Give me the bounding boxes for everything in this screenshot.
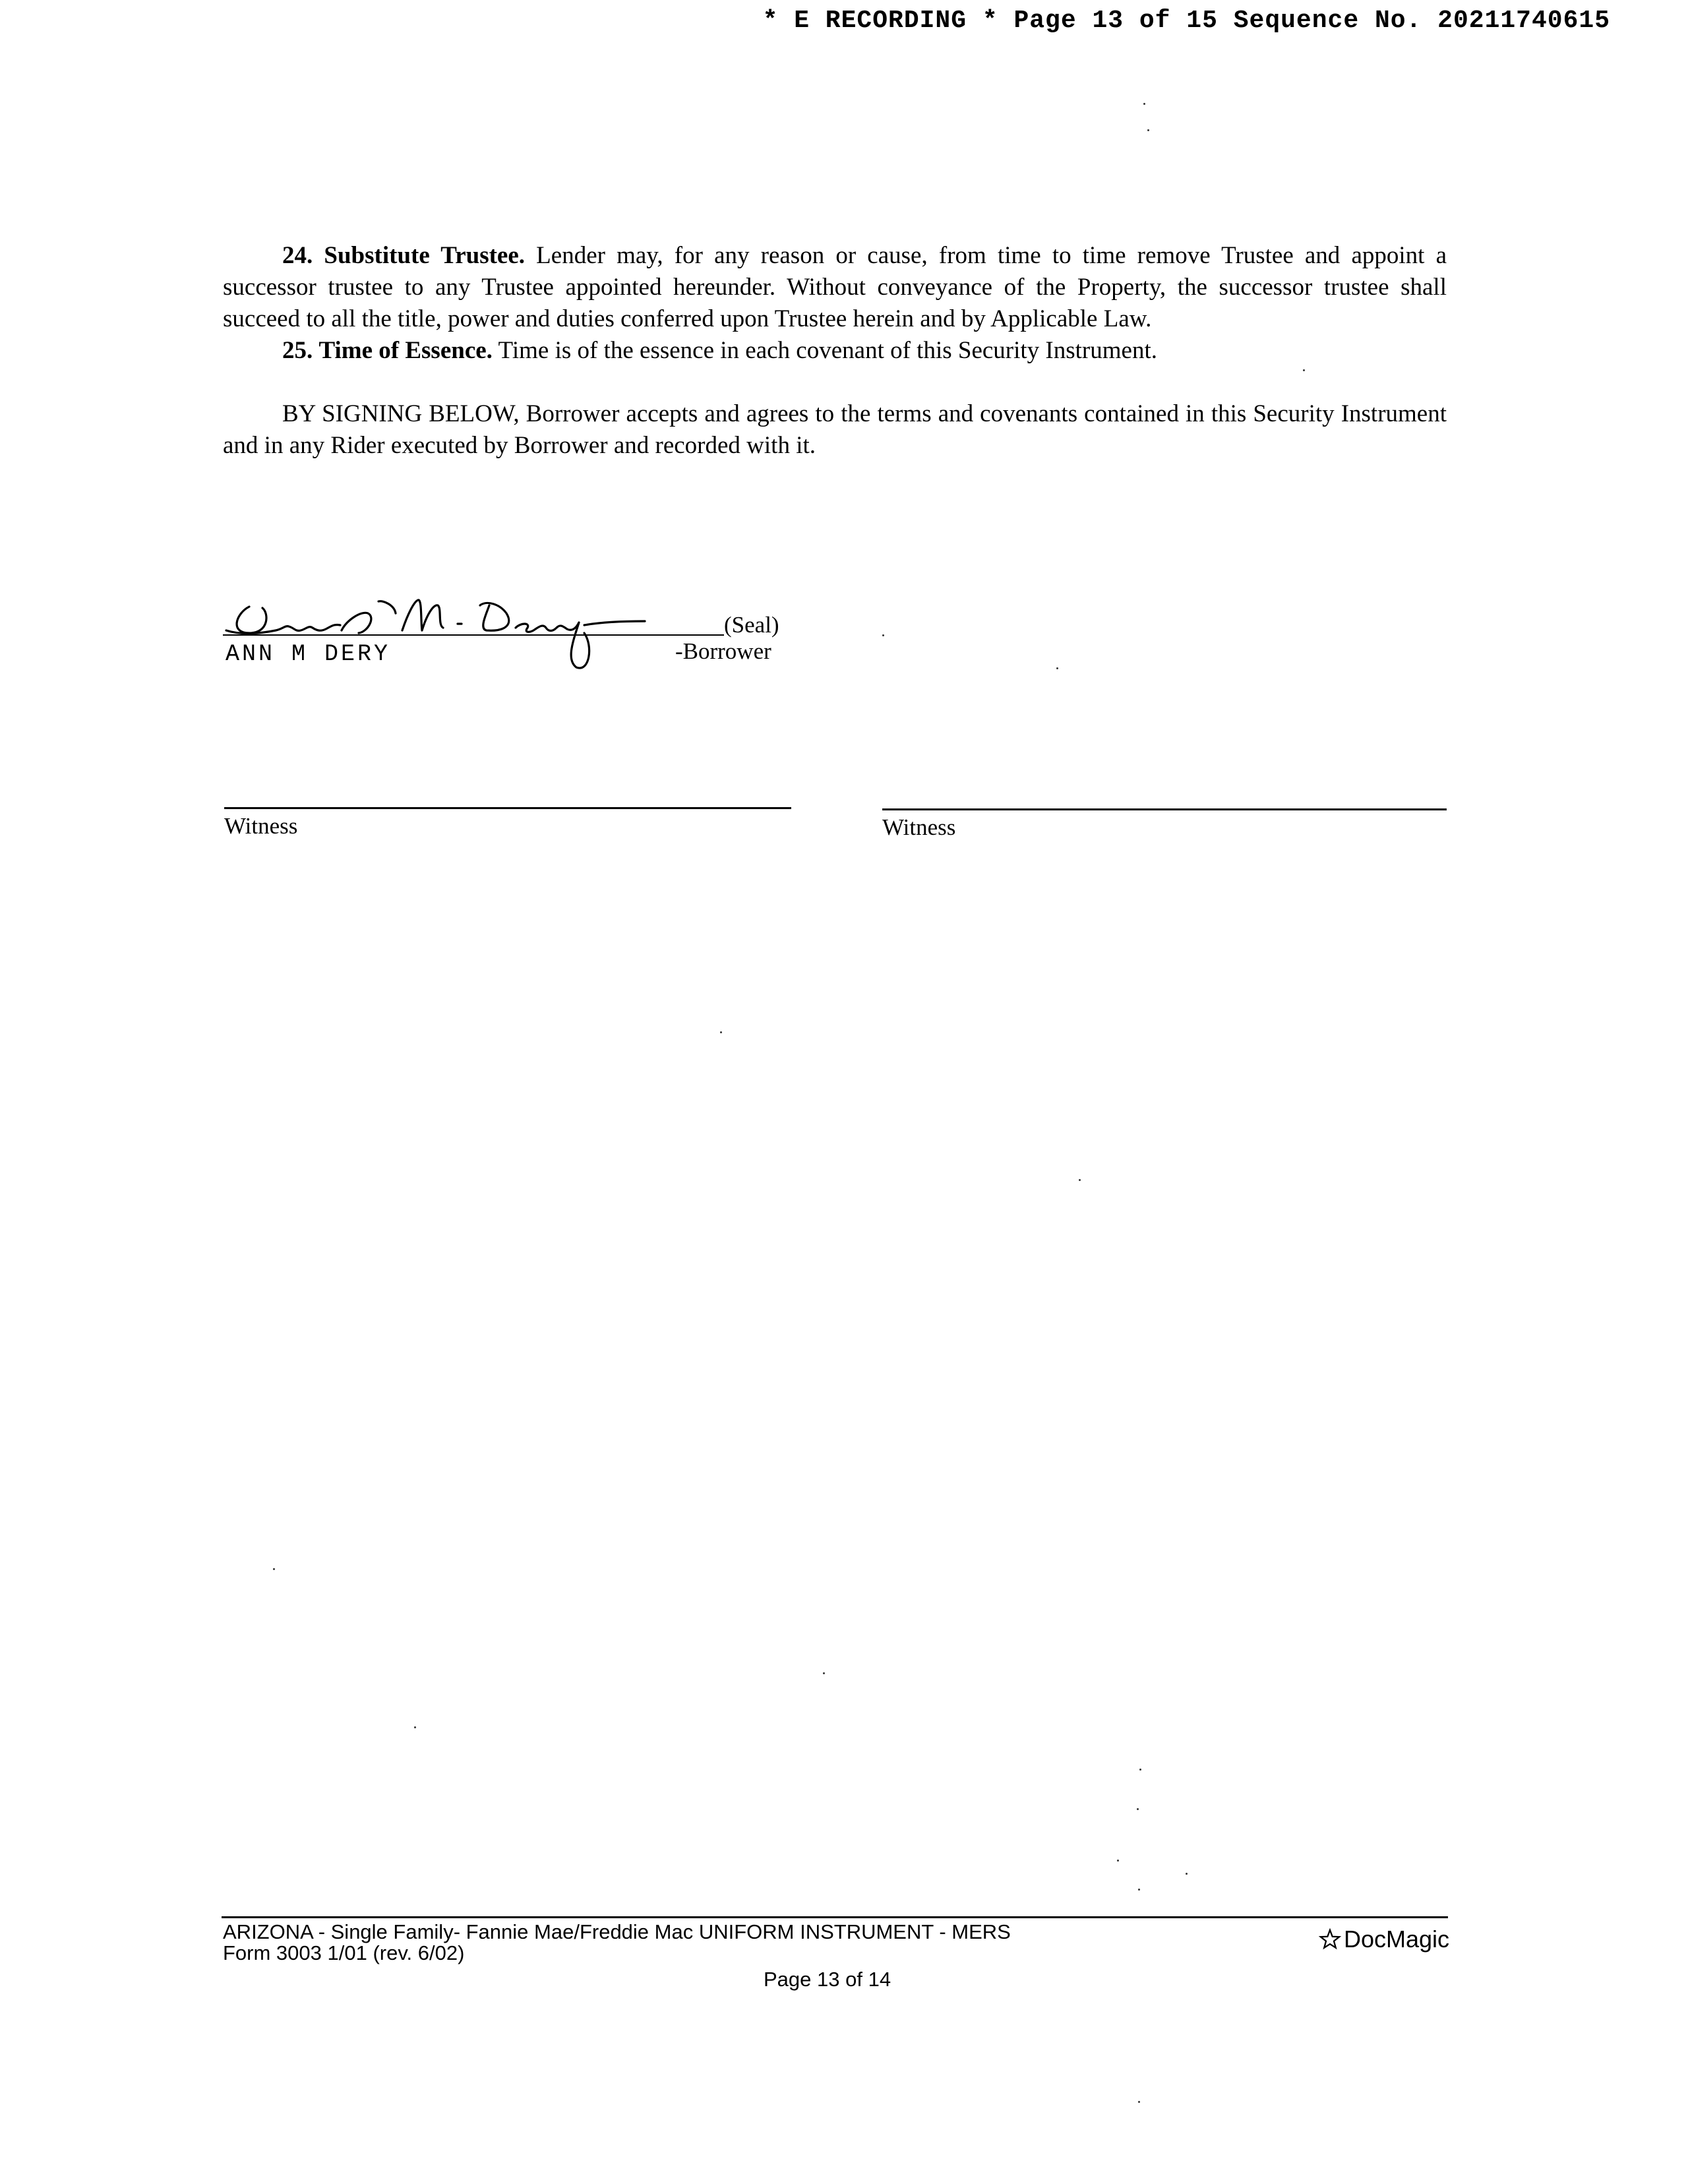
scan-speck bbox=[414, 1726, 416, 1728]
footer-form-info bbox=[223, 1922, 1011, 1964]
scan-speck bbox=[1138, 1889, 1140, 1891]
brand-name: DocMagic bbox=[1344, 1926, 1450, 1953]
section-24-title: Substitute Trustee. bbox=[324, 242, 526, 269]
handwritten-signature bbox=[223, 567, 671, 686]
scan-speck bbox=[1147, 129, 1149, 131]
section-25-title: Time of Essence. bbox=[318, 337, 493, 364]
section-24-text: Lender may, for any reason or cause, from time to time remove Trustee and appoint a successor trustee to any Trustee appointed hereunder. Without conveyance of the Property, the successor trustee shall succeed to all the title, power and duties conferred upon Trustee herein and by Applicable Law. bbox=[223, 242, 1447, 332]
witness-right bbox=[882, 808, 1447, 841]
scan-speck bbox=[273, 1568, 275, 1570]
scan-speck bbox=[1303, 369, 1305, 371]
signing-statement: BY SIGNING BELOW, Borrower accepts and agrees to the terms and covenants contained in this Security Instrument and in any Rider executed by Borrower and recorded with it. bbox=[223, 400, 1447, 459]
scan-speck bbox=[823, 1672, 825, 1674]
witness-left bbox=[224, 807, 791, 839]
footer-rule bbox=[222, 1916, 1448, 1918]
borrower-name: ANN M DERY bbox=[226, 641, 391, 667]
scan-speck bbox=[1143, 103, 1145, 105]
section-25 bbox=[223, 335, 1447, 367]
section-25-number: 25. bbox=[282, 337, 313, 364]
signature-line bbox=[223, 634, 724, 636]
scan-speck bbox=[1139, 1769, 1141, 1771]
seal-label: (Seal) bbox=[724, 612, 779, 638]
witness-left-label: Witness bbox=[224, 813, 298, 839]
scan-speck bbox=[1079, 1179, 1081, 1181]
witness-left-line bbox=[224, 807, 791, 809]
docmagic-logo bbox=[1319, 1926, 1449, 1953]
scan-speck bbox=[1186, 1873, 1188, 1875]
section-24-number: 24. bbox=[282, 242, 313, 269]
borrower-signature-block bbox=[223, 567, 790, 686]
footer-line-1: ARIZONA - Single Family- Fannie Mae/Freddie Mac UNIFORM INSTRUMENT - MERS bbox=[223, 1920, 1011, 1943]
borrower-role: -Borrower bbox=[675, 638, 771, 664]
scan-speck bbox=[1056, 667, 1058, 669]
section-25-text: Time is of the essence in each covenant of this Security Instrument. bbox=[498, 337, 1157, 364]
scan-speck bbox=[1137, 1808, 1139, 1810]
section-24 bbox=[223, 240, 1447, 335]
star-icon bbox=[1319, 1928, 1341, 1951]
witness-right-line bbox=[882, 808, 1447, 810]
scan-speck bbox=[1117, 1860, 1119, 1862]
witness-right-label: Witness bbox=[882, 814, 956, 840]
scan-speck bbox=[720, 1031, 722, 1033]
scan-speck bbox=[1138, 2101, 1140, 2103]
document-body bbox=[223, 240, 1447, 462]
footer-page-number: Page 13 of 14 bbox=[764, 1968, 891, 1991]
scan-speck bbox=[882, 634, 884, 636]
recording-header: * E RECORDING * Page 13 of 15 Sequence No. 20211740615 bbox=[762, 7, 1610, 35]
footer-line-2: Form 3003 1/01 (rev. 6/02) bbox=[223, 1941, 465, 1964]
